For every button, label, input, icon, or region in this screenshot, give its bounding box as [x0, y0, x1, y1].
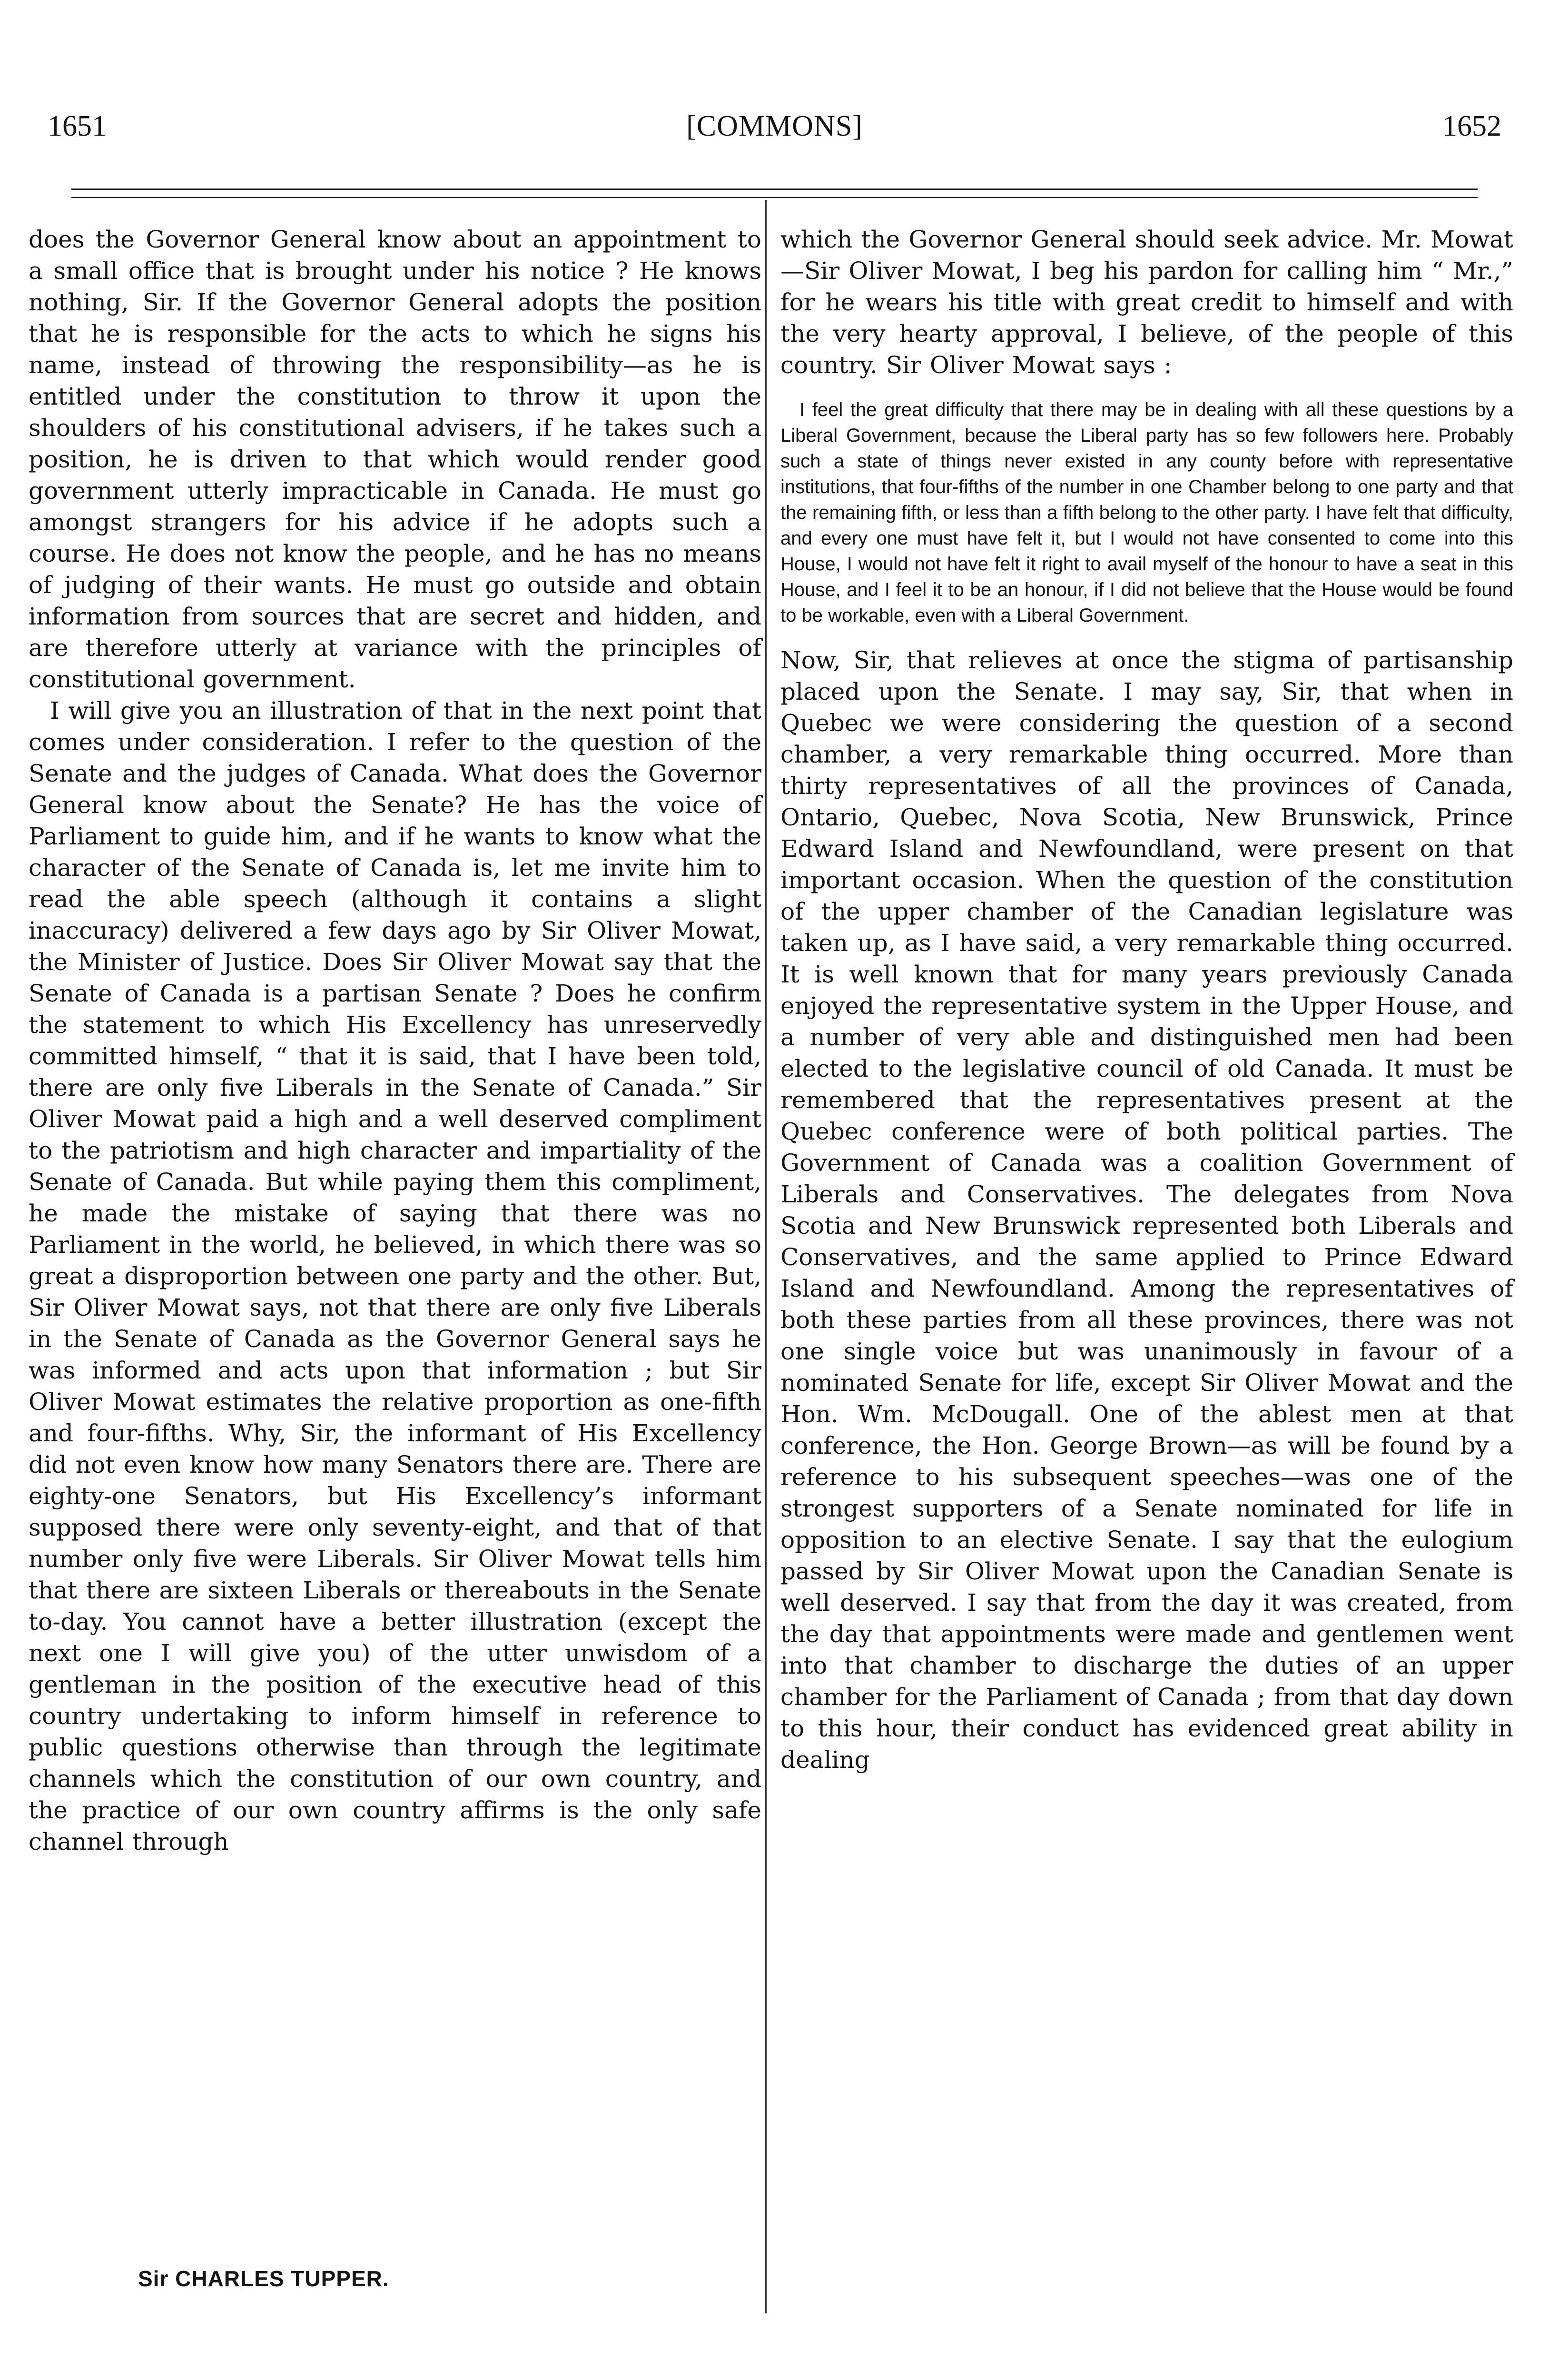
- header-rule-top: [71, 188, 1478, 190]
- left-paragraph-1: does the Governor General know about an appointment to a small office that is brought under his notice ? He knows nothing, Sir. If the Governor General adopts the position that he is responsible for the acts to which he signs his name, instead of throwing the responsibility—as he is entitled under the constitution to throw it upon the shoulders of his constitutional advisers, if he takes such a position, he is driven to that which would render good government utterly impracticable in Canada. He must go amongst strangers for his advice if he adopts such a course. He does not know the people, and he has no means of judging of their wants. He must go outside and obtain information from sources that are secret and hidden, and are therefore utterly at variance with the principles of constitutional government.: [29, 226, 761, 693]
- header-rule-bottom: [71, 197, 1478, 198]
- right-body-paragraph: Now, Sir, that relieves at once the stigma of partisanship placed upon the Senate. I may say, Sir, that when in Quebec we were considering the question of a second chamber, a very remarkable thing occurred. More than thirty representatives of all the provinces of Canada, Ontario, Quebec, Nova Scotia, New Brunswick, Prince Edward Island and Newfoundland, were present on that important occasion. When the question of the constitution of the upper chamber of the Canadian legislature was taken up, as I have said, a very remarkable thing occurred. It is well known that for many years previously Canada enjoyed the representative system in the Upper House, and a number of very able and distinguished men had been elected to the legislative council of old Canada. It must be remembered that the representatives present at the Quebec conference were of both political parties. The Government of Canada was a coalition Government of Liberals and Conservatives. The delegates from Nova Scotia and New Brunswick represented both Liberals and Conservatives, and the same applied to Prince Edward Island and Newfoundland. Among the representatives of both these parties from all these provinces, there was not one single voice but was unanimously in favour of a nominated Senate for life, except Sir Oliver Mowat and the Hon. Wm. McDougall. One of the ablest men at that conference, the Hon. George Brown—as will be found by a reference to his subsequent speeches—was one of the strongest supporters of a Senate nominated for life in opposition to an elective Senate. I say that the eulogium passed by Sir Oliver Mowat upon the Canadian Senate is well deserved. I say that from the day it was created, from the day that appointments were made and gentlemen went into that chamber to discharge the duties of an upper chamber for the Parliament of Canada ; from that day down to this hour, their conduct has evidenced great ability in dealing: [780, 646, 1513, 1774]
- left-column: [29, 224, 761, 1857]
- header-title: [COMMONS]: [686, 110, 863, 142]
- right-column: [780, 224, 1513, 1775]
- right-intro-paragraph: which the Governor General should seek advice. Mr. Mowat—Sir Oliver Mowat, I beg his pardon for calling him “ Mr.,” for he wears his title with great credit to himself and with the very hearty approval, I believe, of the people of this country. Sir Oliver Mowat says :: [780, 226, 1513, 379]
- column-divider: [765, 200, 767, 2313]
- right-page-number: 1652: [1442, 110, 1501, 142]
- left-paragraph-2: I will give you an illustration of that in the next point that comes under consideration. I refer to the question of the Senate and the judges of Canada. What does the Governor General know about the Senate? He has the voice of Parliament to guide him, and if he wants to know what the character of the Senate of Canada is, let me invite him to read the able speech (although it contains a slight inaccuracy) delivered a few days ago by Sir Oliver Mowat, the Minister of Justice. Does Sir Oliver Mowat say that the Senate of Canada is a partisan Senate ? Does he confirm the statement to which His Excellency has unreservedly committed himself, “ that it is said, that I have been told, there are only five Liberals in the Senate of Canada.” Sir Oliver Mowat paid a high and a well deserved compliment to the patriotism and high character and impartiality of the Senate of Canada. But while paying them this compliment, he made the mistake of saying that there was no Parliament in the world, he believed, in which there was so great a disproportion between one party and the other. But, Sir Oliver Mowat says, not that there are only five Liberals in the Senate of Canada as the Governor General says he was informed and acts upon that information ; but Sir Oliver Mowat estimates the relative proportion as one-fifth and four-fifths. Why, Sir, the informant of His Excellency did not even know how many Senators there are. There are eighty-one Senators, but His Excellency’s informant supposed there were only seventy-eight, and that of that number only five were Liberals. Sir Oliver Mowat tells him that there are sixteen Liberals or thereabouts in the Senate to-day. You cannot have a better illustration (except the next one I will give you) of the utter unwisdom of a gentleman in the position of the executive head of this country undertaking to inform himself in reference to public questions otherwise than through the legitimate channels which the constitution of our own country, and the practice of our own country affirms is the only safe channel through: [29, 697, 761, 1855]
- speaker-signature: Sir CHARLES TUPPER.: [138, 2266, 389, 2291]
- block-quote: I feel the great difficulty that there may be in dealing with all these questions by a Liberal Government, because the Liberal party has so few followers here. Probably such a state of things never existed in any county before with representative institutions, that four-fifths of the number in one Chamber belong to one party and that the remaining fifth, or less than a fifth belong to the other party. I have felt that difficulty, and every one must have felt it, but I would not have consented to come into this House, I would not have felt it right to avail myself of the honour to have a seat in this House, and I feel it to be an honour, if I did not believe that the House would be found to be workable, even with a Liberal Government.: [780, 399, 1513, 626]
- page-header: [48, 109, 1501, 157]
- left-page-number: 1651: [48, 110, 107, 142]
